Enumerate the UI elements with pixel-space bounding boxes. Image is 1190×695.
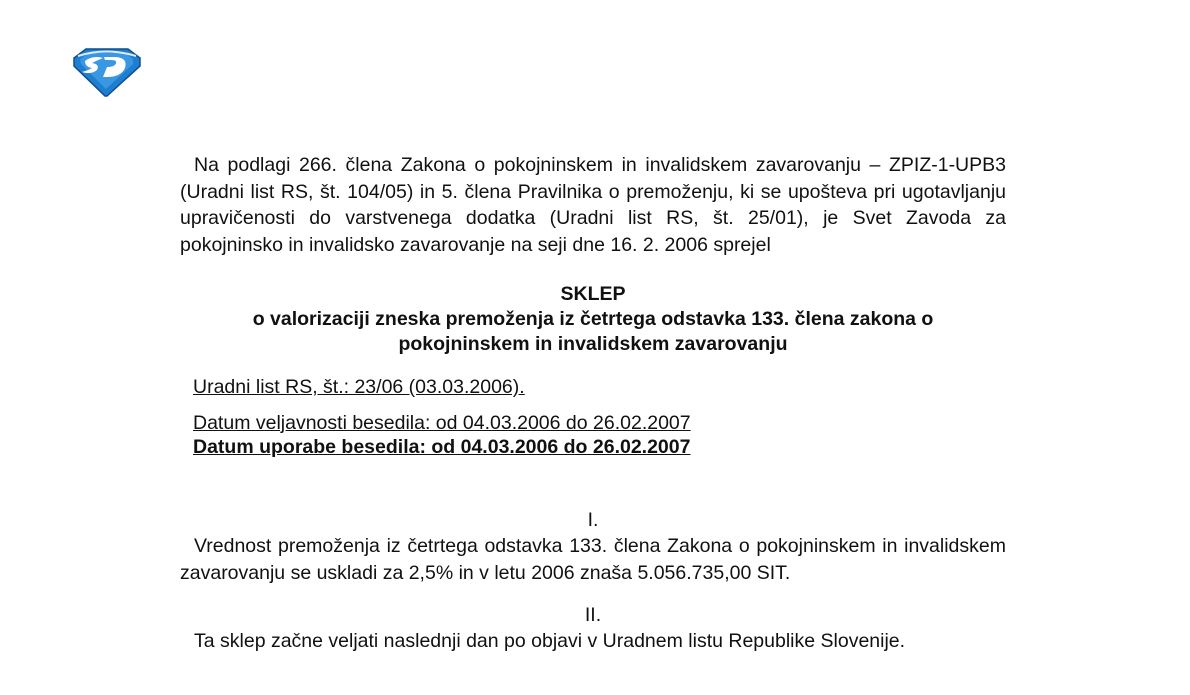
document-subtitle-line-2: pokojninskem in invalidskem zavarovanju — [398, 333, 788, 355]
validity-date-link[interactable]: Datum veljavnosti besedila: od 04.03.2006 do 26.02.2007 — [193, 412, 691, 434]
section-number-1: I. — [587, 509, 599, 531]
section-number-2: II. — [584, 604, 602, 626]
gazette-reference-link[interactable]: Uradni list RS, št.: 23/06 (03.03.2006). — [193, 376, 525, 398]
intro-paragraph: Na podlagi 266. člena Zakona o pokojninskem in invalidskem zavarovanju – ZPIZ-1-UPB3 (Uradni list RS, št. 104/05) in 5. člena Pravilnika o premoženju, ki se upošteva pri ugotavljanju upravičenosti do varstvenega dodatka (Uradni list RS, št. 25/01), je Svet Zavoda za pokojninsko in invalidsko zavarovanje na seji dne 16. 2. 2006 sprejel — [180, 154, 1006, 256]
document-subtitle-line-1: o valorizaciji zneska premoženja iz četrtega odstavka 133. člena zakona o — [252, 308, 934, 330]
title-block — [180, 282, 1006, 357]
document-body — [180, 152, 1006, 655]
document-title: SKLEP — [560, 283, 626, 305]
section-text-1: Vrednost premoženja iz četrtega odstavka 133. člena Zakona o pokojninskem in invalidskem zavarovanju se uskladi za 2,5% in v letu 2006 znaša 5.056.735,00 SIT. — [180, 535, 1006, 584]
zpiz-shield-logo-icon — [70, 46, 142, 98]
usage-date-link[interactable]: Datum uporabe besedila: od 04.03.2006 do 26.02.2007 — [193, 436, 691, 458]
section-text-2: Ta sklep začne veljati naslednji dan po objavi v Uradnem listu Republike Slovenije. — [194, 630, 906, 652]
publication-metadata — [180, 375, 1006, 459]
